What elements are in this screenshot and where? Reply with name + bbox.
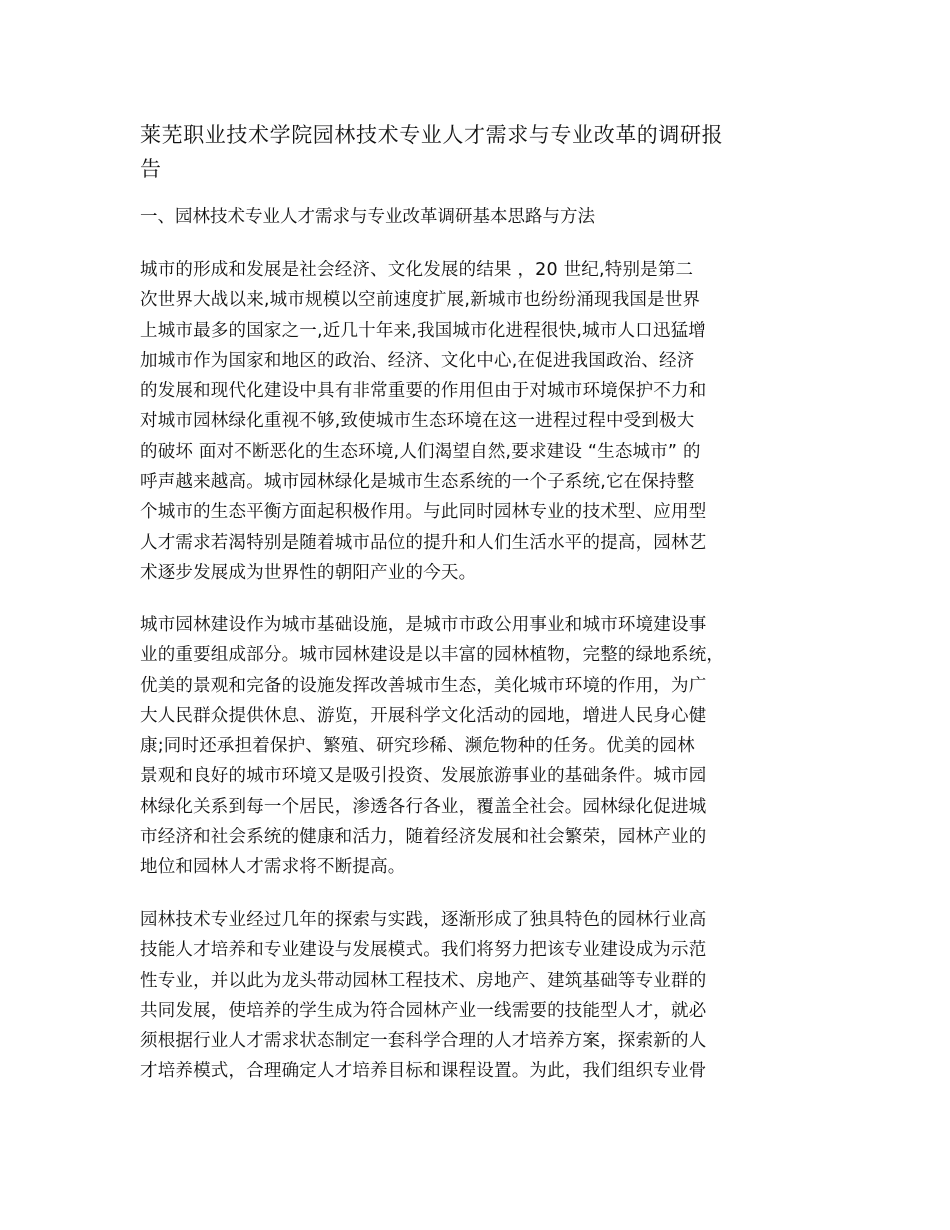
text-line: 才培养模式，合理确定人才培养目标和课程设置。为此，我们组织专业骨 [140,1061,707,1082]
text-line: 人才需求若渴特别是随着城市品位的提升和人们生活水平的提高，园林艺 [140,532,707,553]
text-line: 优美的景观和完备的设施发挥改善城市生态，美化城市环境的作用，为广 [140,675,707,696]
text-line: 城市的形成和发展是社会经济、文化发展的结果 ，20 世纪,特别是第二 [140,260,694,280]
title-line: 莱芜职业技术学院园林技术专业人才需求与专业改革的调研报 [140,123,724,147]
text-line: 次世界大战以来,城市规模以空前速度扩展,新城市也纷纷涌现我国是世界 [140,290,701,311]
text-line: 技能人才培养和专业建设与发展模式。我们将努力把该专业建设成为示范 [140,940,707,961]
text-line: 共同发展，使培养的学生成为符合园林产业一线需要的技能型人才，就必 [140,1000,707,1021]
text-line: 对城市园林绿化重视不够,致使城市生态环境在这一进程过程中受到极大 [140,411,695,432]
paragraph-2 [140,610,830,883]
text-line: 的破坏 面对不断恶化的生态环境,人们渴望自然,要求建设 “生态城市” 的 [140,441,701,462]
text-line: 业的重要组成部分。城市园林建设是以丰富的园林植物，完整的绿地系统， [140,645,725,666]
paragraph-1 [140,255,830,588]
text-line: 术逐步发展成为世界性的朝阳产业的今天。 [140,562,477,583]
text-line: 林绿化关系到每一个居民，渗透各行各业，覆盖全社会。园林绿化促进城 [140,796,707,817]
text-line: 的发展和现代化建设中具有非常重要的作用但由于对城市环境保护不力和 [140,381,707,402]
text-line: 景观和良好的城市环境又是吸引投资、发展旅游事业的基础条件。城市园 [140,766,707,787]
text-line: 康;同时还承担着保护、繁殖、研究珍稀、濒危物种的任务。优美的园林 [140,736,695,757]
text-line: 市经济和社会系统的健康和活力，随着经济发展和社会繁荣，园林产业的 [140,827,707,848]
text-line: 性专业，并以此为龙头带动园林工程技术、房地产、建筑基础等专业群的 [140,970,707,991]
text-line: 地位和园林人才需求将不断提高。 [140,857,406,878]
text-line: 大人民群众提供休息、游览，开展科学文化活动的园地，增进人民身心健 [140,705,707,726]
text-line: 上城市最多的国家之一,近几十年来,我国城市化进程很快,城市人口迅猛增 [140,320,706,341]
text-line: 个城市的生态平衡方面起积极作用。与此同时园林专业的技术型、应用型 [140,502,707,523]
paragraph-3 [140,905,830,1087]
text-line: 城市园林建设作为城市基础设施，是城市市政公用事业和城市环境建设事 [140,615,707,635]
text-line: 园林技术专业经过几年的探索与实践，逐渐形成了独具特色的园林行业高 [140,910,707,930]
report-title [140,118,820,186]
text-line: 呼声越来越高。城市园林绿化是城市生态系统的一个子系统,它在保持整 [140,472,695,493]
section-heading: 一、园林技术专业人才需求与专业改革调研基本思路与方法 [140,207,595,227]
text-line: 加城市作为国家和地区的政治、经济、文化中心,在促进我国政治、经济 [140,350,695,371]
text-line: 须根据行业人才需求状态制定一套科学合理的人才培养方案，探索新的人 [140,1031,707,1052]
title-line: 告 [140,157,162,181]
